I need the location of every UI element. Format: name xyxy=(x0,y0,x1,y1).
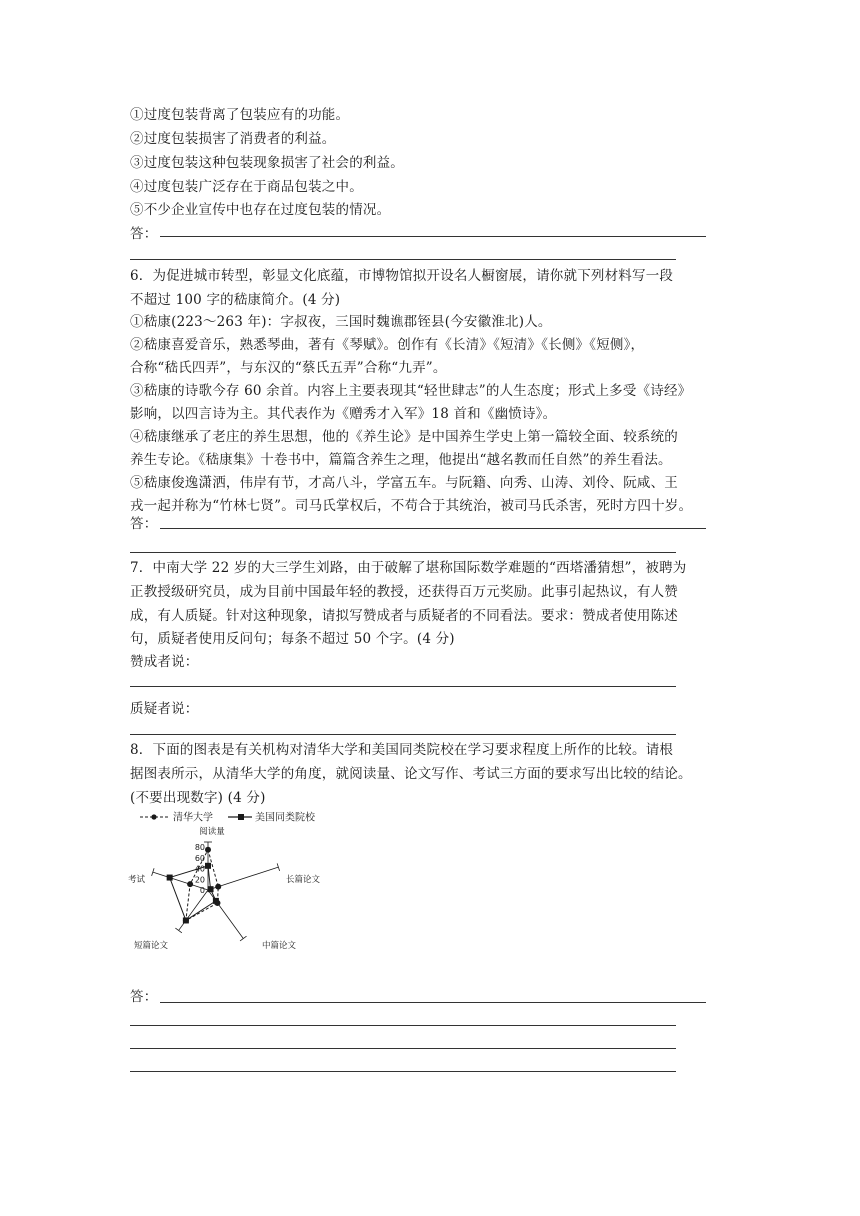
q6-line: ⑤嵇康俊逸潇洒，伟岸有节，才高八斗，学富五车。与阮籍、向秀、山涛、刘伶、阮咸、王 xyxy=(130,475,678,491)
q8-answer-line-4[interactable] xyxy=(130,1071,676,1072)
radar-point xyxy=(213,898,219,904)
radar-point xyxy=(205,847,211,853)
q7-line: 正教授级研究员，成为目前中国最年轻的教授，还获得百万元奖励。此事引起热议，有人赞 xyxy=(130,584,678,600)
q6-line: ③嵇康的诗歌今存 60 余首。内容上主要表现其“轻世肆志”的人生态度；形式上多受《诗经》 xyxy=(130,383,692,399)
q6-line: 不超过 100 字的嵇康简介。(4 分) xyxy=(130,292,341,308)
radar-axis-label: 考试 xyxy=(128,875,146,885)
q8-answer-label: 答： xyxy=(130,989,158,1005)
radar-axis-label: 长篇论文 xyxy=(286,875,321,885)
q5-answer-line-1[interactable] xyxy=(160,236,706,237)
radar-point xyxy=(183,917,189,923)
q8-answer-line-1[interactable] xyxy=(160,1002,706,1003)
q6-line: 戎一起并称为“竹林七贤”。司马氏掌权后，不苟合于其统治，被司马氏杀害，死时方四十岁。 xyxy=(130,498,693,514)
q6-line: ①嵇康(223～263 年)：字叔夜，三国时魏谯郡铚县(今安徽淮北)人。 xyxy=(130,314,552,330)
q5-item-4: ④过度包装广泛存在于商品包装之中。 xyxy=(130,179,363,195)
q6-answer-line-1[interactable] xyxy=(160,528,706,529)
radar-tick-label: 20 xyxy=(194,875,205,885)
q7-supporter-answer-line[interactable] xyxy=(130,686,676,687)
q7-skeptic-answer-line[interactable] xyxy=(130,734,676,735)
radar-tick-label: 0 xyxy=(199,886,205,895)
q5-answer-label: 答： xyxy=(130,226,158,242)
q5-item-3: ③过度包装这种包装现象损害了社会的利益。 xyxy=(130,155,404,171)
radar-tick-label: 80 xyxy=(194,843,205,852)
q6-line: 影响，以四言诗为主。其代表作为《赠秀才入军》18 首和《幽愤诗》。 xyxy=(130,406,557,422)
radar-point xyxy=(208,886,214,892)
q5-answer-line-2[interactable] xyxy=(130,259,676,260)
radar-series-line xyxy=(170,866,216,921)
q7-line: 7．中南大学 22 岁的大三学生刘路，由于破解了堪称国际数学难题的“西塔潘猜想”，被聘为 xyxy=(130,560,687,576)
legend-label-us: 美国同类院校 xyxy=(255,812,315,824)
q6-answer-label: 答： xyxy=(130,516,158,532)
q8-answer-line-3[interactable] xyxy=(130,1048,676,1049)
radar-axis-end-tick xyxy=(175,928,181,933)
q6-line: 合称“嵇氏四弄”，与东汉的“蔡氏五弄”合称“九弄”。 xyxy=(130,360,447,376)
radar-axis-end-tick xyxy=(240,936,246,941)
q8-line: (不要出现数字) (4 分) xyxy=(130,790,266,806)
radar-axes xyxy=(128,826,321,951)
q8-line: 据图表所示，从清华大学的角度，就阅读量、论文写作、考试三方面的要求写出比较的结论。 xyxy=(130,766,692,782)
q7-supporter-label: 赞成者说： xyxy=(130,654,199,670)
q6-answer-line-2[interactable] xyxy=(130,552,676,553)
q8-answer-line-2[interactable] xyxy=(130,1025,676,1026)
q5-item-1: ①过度包装背离了包装应有的功能。 xyxy=(130,107,350,123)
radar-point xyxy=(187,881,193,887)
radar-axis-label: 短篇论文 xyxy=(134,941,169,951)
q7-line: 句，质疑者使用反问句；每条不超过 50 个字。(4 分) xyxy=(130,631,455,647)
legend-label-tsinghua: 清华大学 xyxy=(173,812,213,824)
radar-chart xyxy=(120,806,350,956)
radar-tick-label: 60 xyxy=(194,853,205,863)
radar-point xyxy=(167,875,173,881)
radar-tick-label: 40 xyxy=(194,864,205,874)
legend xyxy=(140,811,316,824)
q8-line: 8．下面的图表是有关机构对清华大学和美国同类院校在学习要求程度上所作的比较。请根 xyxy=(130,742,674,758)
q6-line: ②嵇康喜爱音乐，熟悉琴曲，著有《琴赋》。创作有《长清》《短清》《长侧》《短侧》， xyxy=(130,337,645,353)
q7-line: 成，有人质疑。针对这种现象，请拟写赞成者与质疑者的不同看法。要求：赞成者使用陈述 xyxy=(130,608,678,624)
q6-line: ④嵇康继承了老庄的养生思想，他的《养生论》是中国养生学史上第一篇较全面、较系统的 xyxy=(130,429,678,445)
q6-line: 养生专论。《嵇康集》十卷书中，篇篇含养生之理，他提出“越名教而任自然”的养生看法。 xyxy=(130,452,672,468)
q7-skeptic-label: 质疑者说： xyxy=(130,701,199,717)
q5-item-2: ②过度包装损害了消费者的利益。 xyxy=(130,131,336,147)
radar-point xyxy=(215,884,221,890)
q5-item-5: ⑤不少企业宣传中也存在过度包装的情况。 xyxy=(130,202,391,218)
radar-axis xyxy=(208,890,243,939)
radar-point xyxy=(205,863,211,869)
radar-axis-label: 中篇论文 xyxy=(262,941,297,951)
radar-axis-label: 阅读量 xyxy=(199,827,225,837)
q6-line: 6．为促进城市转型，彰显文化底蕴，市博物馆拟开设名人橱窗展，请你就下列材料写一段 xyxy=(130,268,674,284)
